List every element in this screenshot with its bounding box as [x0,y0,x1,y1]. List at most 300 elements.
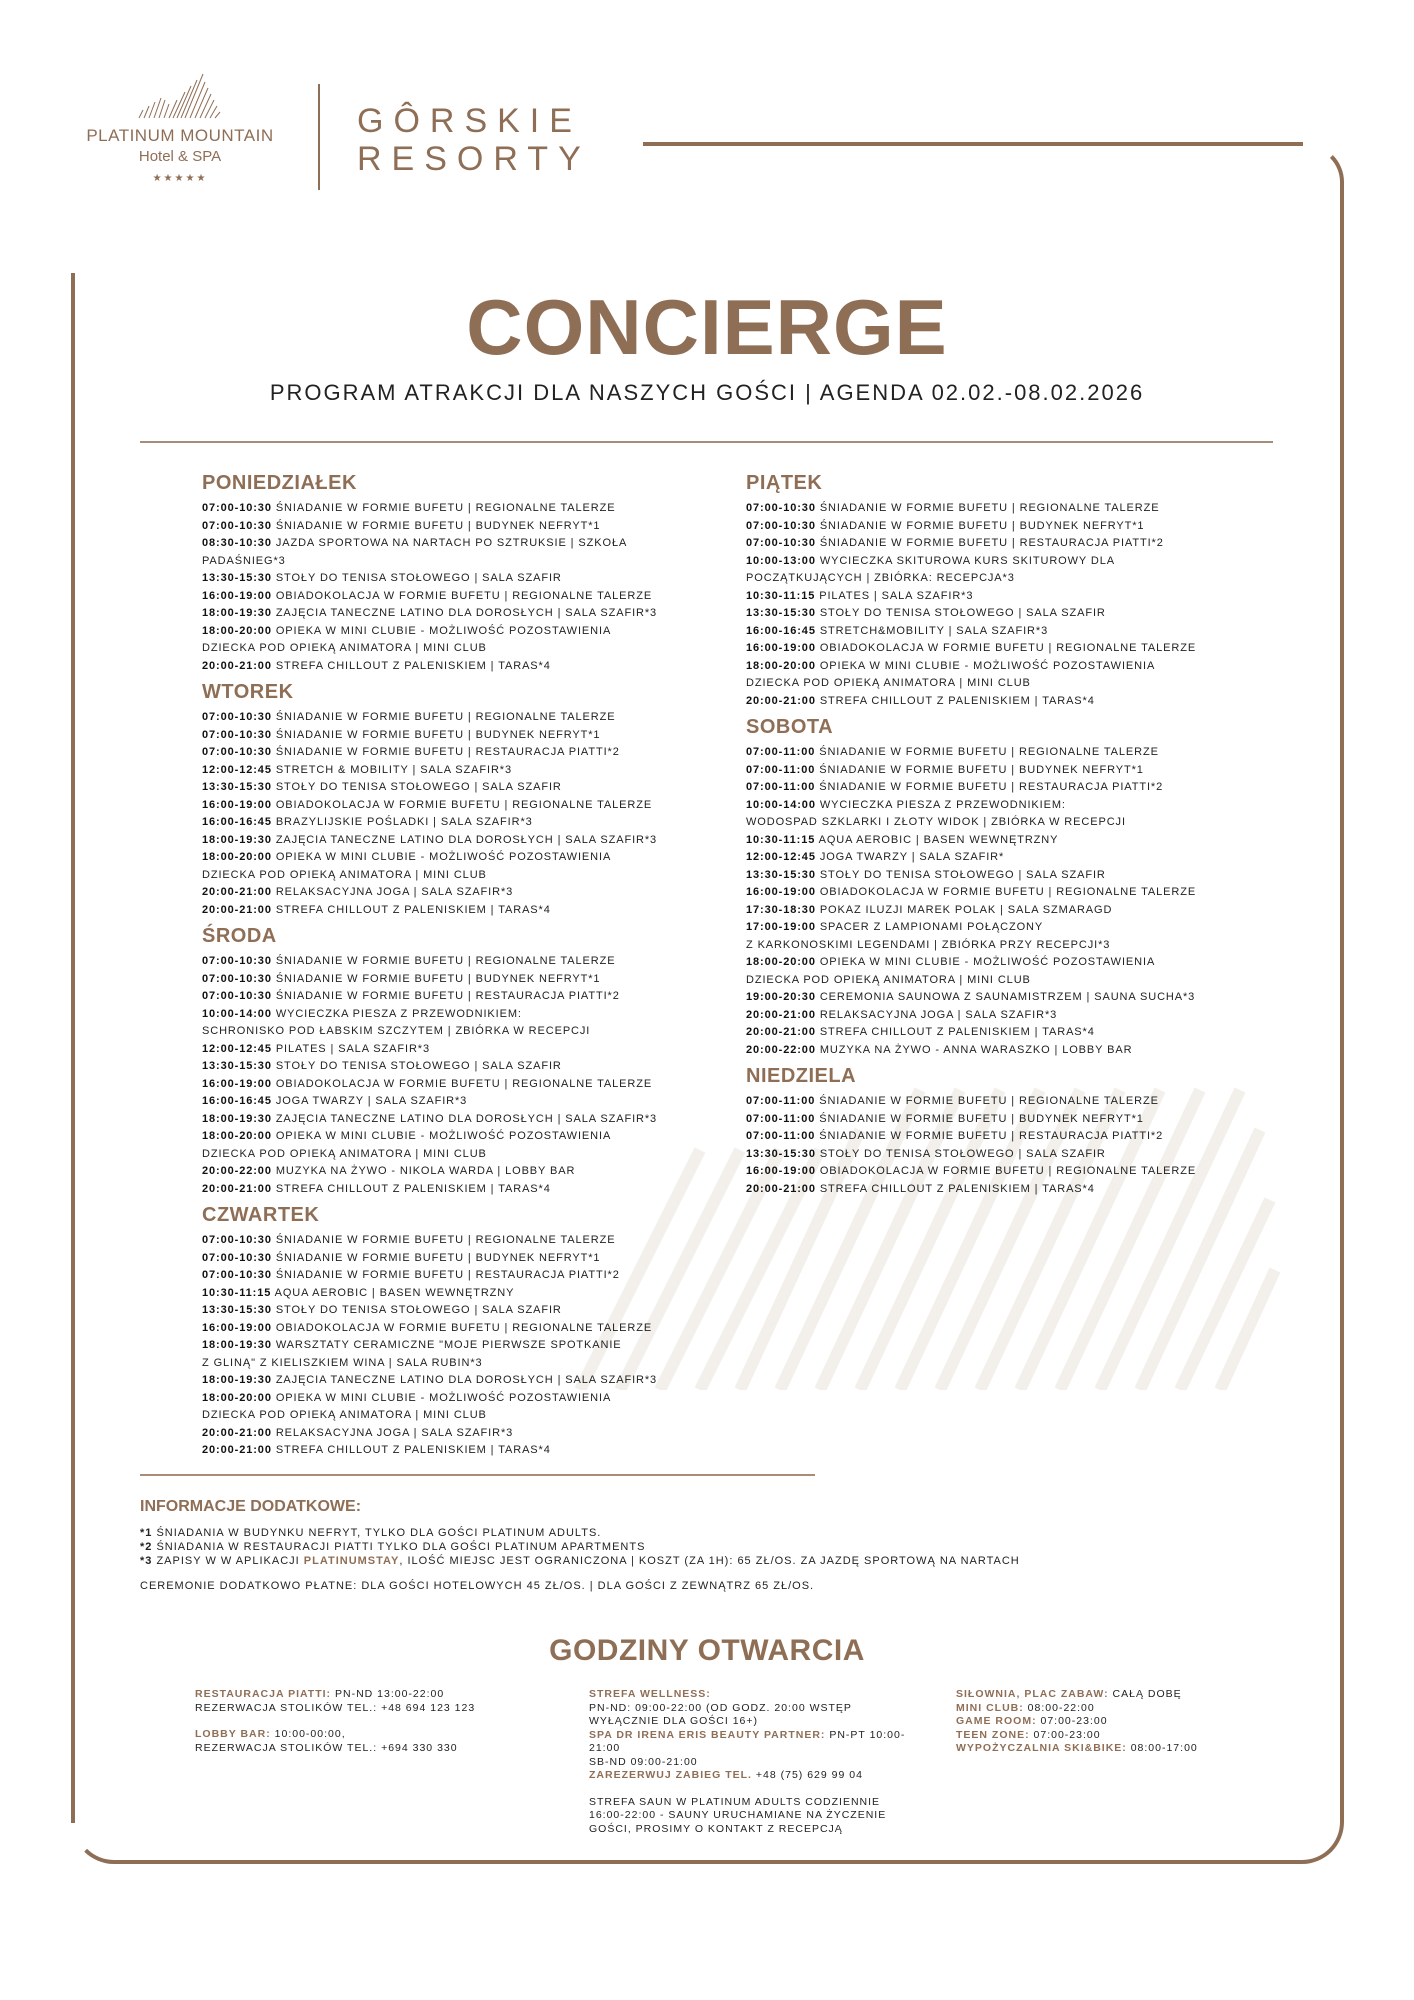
hours-column-facilities [956,1688,1256,1756]
footnote-1 [140,1526,1290,1540]
event-item [746,518,1246,536]
hours-label: TEEN ZONE: [956,1728,1030,1741]
hours-column-restaurants [195,1688,535,1755]
day-section [746,1063,1246,1198]
event-item [202,779,702,797]
event-item [202,1128,702,1163]
event-time: 10:00-14:00 [746,798,816,811]
hours-value: CAŁĄ DOBĘ [1108,1688,1182,1700]
event-item [746,744,1246,762]
event-item [746,1042,1246,1060]
hours-label: SPA DR IRENA ERIS BEAUTY PARTNER: [589,1728,826,1741]
event-item [202,884,702,902]
event-description: STOŁY DO TENISA STOŁOWEGO | SALA SZAFIR [275,1060,562,1072]
hours-value: 07:00-23:00 [1036,1715,1108,1727]
event-time: 12:00-12:45 [746,851,816,863]
lobby-bar-phone: REZERWACJA STOLIKÓW TEL.: +694 330 330 [195,1741,458,1754]
event-item [202,1285,702,1303]
event-item [202,1232,702,1250]
event-item [202,1163,702,1181]
event-description: OBIADOKOLACJA W FORMIE BUFETU | REGIONALNE TALERZE [275,798,653,811]
event-time: 13:30-15:30 [202,1060,272,1072]
event-time: 17:00-19:00 [746,921,816,933]
event-description: ŚNIADANIE W FORMIE BUFETU | REGIONALNE TALERZE [819,502,1160,514]
event-description: STOŁY DO TENISA STOŁOWEGO | SALA SZAFIR [819,1147,1106,1160]
mountain-logo-icon [135,70,225,120]
event-time: 18:00-19:30 [202,1339,272,1351]
event-time: 18:00-19:30 [202,1374,272,1386]
event-description: OPIEKA W MINI CLUBIE - MOŻLIWOŚĆ POZOSTAWIENIA DZIECKA POD OPIEKĄ ANIMATORA | MINI CLUB [746,659,1156,689]
event-description: STREFA CHILLOUT Z PALENISKIEM | TARAS*4 [275,903,551,916]
event-item [746,623,1246,641]
event-time: 18:00-20:00 [746,956,816,968]
event-description: OPIEKA W MINI CLUBIE - MOŻLIWOŚĆ POZOSTAWIENIA DZIECKA POD OPIEKĄ ANIMATORA | MINI CLUB [202,624,612,654]
event-time: 08:30-10:30 [202,537,272,549]
event-time: 20:00-21:00 [202,1182,272,1195]
event-item [202,570,702,588]
event-time: 07:00-10:30 [202,955,272,967]
event-description: AQUA AEROBIC | BASEN WEWNĘTRZNY [274,1286,515,1299]
event-time: 07:00-11:00 [746,781,816,793]
event-time: 07:00-10:30 [202,990,272,1002]
event-item [202,518,702,536]
event-item [202,1267,702,1285]
event-item [202,971,702,989]
additional-info [140,1468,1290,1592]
event-description: ŚNIADANIE W FORMIE BUFETU | REGIONALNE TALERZE [819,1095,1159,1107]
event-time: 13:30-15:30 [746,607,816,619]
event-item [202,500,702,518]
ceremonies-note: CEREMONIE DODATKOWO PŁATNE: DLA GOŚCI HOTELOWYCH 45 ZŁ/OS. | DLA GOŚCI Z ZEWNĄTRZ 65 ZŁ/OS. [140,1580,815,1592]
event-item [746,553,1246,588]
facility-hours [956,1729,1256,1743]
event-item [202,1076,702,1094]
event-time: 12:00-12:45 [202,763,272,776]
event-item [746,1024,1246,1042]
event-item [202,849,702,884]
event-description: STREFA CHILLOUT Z PALENISKIEM | TARAS*4 [819,1026,1095,1038]
event-description: CEREMONIA SAUNOWA Z SAUNAMISTRZEM | SAUNA SUCHA*3 [819,991,1196,1003]
facility-hours [956,1688,1256,1702]
event-description: JOGA TWARZY | SALA SZAFIR* [819,851,1005,863]
event-item [202,762,702,780]
event-time: 16:00-19:00 [202,589,272,602]
schedule-left-column [202,470,702,1464]
hours-value: 07:00-23:00 [1029,1728,1101,1741]
hours-label: WYPOŻYCZALNIA SKI&BIKE: [956,1742,1127,1754]
day-title: WTOREK [202,681,294,703]
day-title: PONIEDZIAŁEK [202,472,357,494]
event-item [746,1146,1246,1164]
event-time: 07:00-11:00 [746,1112,816,1125]
event-time: 17:30-18:30 [746,903,816,916]
event-item [746,605,1246,623]
footnote-3 [140,1554,1290,1568]
event-item [746,762,1246,780]
event-item [746,500,1246,518]
day-section [746,470,1246,710]
group-name-line1: GÔRSKIE [357,102,582,140]
event-item [746,797,1246,832]
event-item [746,884,1246,902]
event-time: 18:00-20:00 [746,659,816,672]
event-description: ŚNIADANIE W FORMIE BUFETU | REGIONALNE TALERZE [819,746,1159,758]
event-time: 13:30-15:30 [202,572,272,584]
event-time: 20:00-22:00 [746,1043,816,1056]
event-time: 10:00-13:00 [746,554,816,567]
event-description: ŚNIADANIE W FORMIE BUFETU | REGIONALNE TALERZE [275,711,616,723]
event-description: WYCIECZKA PIESZA Z PRZEWODNIKIEM: SCHRONISKO POD ŁABSKIM SZCZYTEM | ZBIÓRKA W RECEPCJI [202,1007,591,1037]
event-description: ŚNIADANIE W FORMIE BUFETU | REGIONALNE TALERZE [275,1234,616,1246]
event-description: STREFA CHILLOUT Z PALENISKIEM | TARAS*4 [275,1182,551,1195]
event-time: 07:00-10:30 [202,1234,272,1246]
event-description: ZAJĘCIA TANECZNE LATINO DLA DOROSŁYCH | SALA SZAFIR*3 [275,1374,658,1386]
event-item [746,954,1246,989]
day-title: ŚRODA [202,925,277,947]
page-title: CONCIERGE [466,283,948,371]
event-item [202,535,702,570]
event-time: 16:00-19:00 [202,798,272,811]
event-time: 18:00-20:00 [202,1130,272,1142]
event-time: 16:00-19:00 [202,1321,272,1334]
event-item [202,1442,702,1460]
spa-booking [589,1769,929,1783]
footnote-text: , ILOŚĆ MIEJSC JEST OGRANICZONA | KOSZT (ZA 1H): 65 ZŁ/OS. ZA JAZDĘ SPORTOWĄ NA NARTACH [399,1555,1020,1567]
event-description: OBIADOKOLACJA W FORMIE BUFETU | REGIONALNE TALERZE [819,1165,1197,1177]
event-time: 10:00-14:00 [202,1007,272,1020]
event-description: MUZYKA NA ŻYWO - ANNA WARASZKO | LOBBY BAR [819,1043,1133,1056]
app-name: PLATINUMSTAY [303,1555,400,1567]
event-description: ŚNIADANIE W FORMIE BUFETU | BUDYNEK NEFRYT*1 [275,519,601,532]
event-description: ŚNIADANIE W FORMIE BUFETU | RESTAURACJA PIATTI*2 [275,746,620,758]
event-description: ŚNIADANIE W FORMIE BUFETU | RESTAURACJA PIATTI*2 [819,537,1164,549]
hours-value: PN-ND 13:00-22:00 [331,1688,445,1700]
event-time: 16:00-16:45 [746,624,816,637]
event-time: 18:00-19:30 [202,1112,272,1125]
event-time: 16:00-19:00 [746,1165,816,1177]
event-description: STOŁY DO TENISA STOŁOWEGO | SALA SZAFIR [819,868,1106,881]
event-description: ŚNIADANIE W FORMIE BUFETU | BUDYNEK NEFRYT*1 [275,972,601,985]
event-item [202,1058,702,1076]
event-description: ŚNIADANIE W FORMIE BUFETU | BUDYNEK NEFRYT*1 [819,519,1145,532]
info-title: INFORMACJE DODATKOWE: [140,1498,362,1515]
event-time: 20:00-21:00 [746,1182,816,1195]
event-item [202,1041,702,1059]
day-section [202,1202,702,1460]
event-description: MUZYKA NA ŻYWO - NIKOLA WARDA | LOBBY BAR [275,1165,576,1177]
event-item [746,535,1246,553]
event-description: ZAJĘCIA TANECZNE LATINO DLA DOROSŁYCH | SALA SZAFIR*3 [275,607,658,619]
event-item [746,1111,1246,1129]
footnote-text: ŚNIADANIA W RESTAURACJI PIATTI TYLKO DLA GOŚCI PLATINUM APARTMENTS [152,1541,646,1553]
footnote-mark: *1 [140,1527,153,1539]
event-description: STRETCH & MOBILITY | SALA SZAFIR*3 [275,763,513,776]
wellness-hours-note: WYŁĄCZNIE DLA GOŚCI 16+) [589,1715,759,1727]
event-item [746,658,1246,693]
event-time: 07:00-11:00 [746,746,816,758]
event-description: RELAKSACYJNA JOGA | SALA SZAFIR*3 [275,886,514,898]
sauna-note-1: STREFA SAUN W PLATINUM ADULTS CODZIENNIE [589,1795,881,1808]
event-time: 18:00-20:00 [202,1391,272,1404]
event-description: ŚNIADANIE W FORMIE BUFETU | BUDYNEK NEFRYT*1 [275,728,601,741]
footnote-text: ZAPISY W W APLIKACJI [152,1555,304,1567]
day-section [746,714,1246,1059]
hours-label: RESTAURACJA PIATTI: [195,1688,332,1700]
event-description: PILATES | SALA SZAFIR*3 [275,1042,430,1055]
event-item [202,1390,702,1425]
event-time: 20:00-21:00 [746,694,816,707]
event-time: 20:00-21:00 [746,1026,816,1038]
day-title: CZWARTEK [202,1204,320,1226]
footnote-mark: *3 [140,1555,153,1567]
event-time: 07:00-10:30 [202,972,272,985]
frame-top-line [643,142,1303,146]
day-section [202,679,702,919]
event-time: 20:00-21:00 [202,659,272,672]
event-description: ZAJĘCIA TANECZNE LATINO DLA DOROSŁYCH | SALA SZAFIR*3 [275,833,658,846]
footnote-text: ŚNIADANIA W BUDYNKU NEFRYT, TYLKO DLA GOŚCI PLATINUM ADULTS. [152,1527,602,1539]
event-time: 12:00-12:45 [202,1042,272,1055]
piatti-phone: REZERWACJA STOLIKÓW TEL.: +48 694 123 123 [195,1701,476,1714]
event-description: OBIADOKOLACJA W FORMIE BUFETU | REGIONALNE TALERZE [819,642,1197,654]
event-description: STREFA CHILLOUT Z PALENISKIEM | TARAS*4 [819,694,1095,707]
event-description: ŚNIADANIE W FORMIE BUFETU | RESTAURACJA PIATTI*2 [275,990,620,1002]
event-description: OPIEKA W MINI CLUBIE - MOŻLIWOŚĆ POZOSTAWIENIA DZIECKA POD OPIEKĄ ANIMATORA | MINI CLUB [202,1391,612,1421]
group-name-line2: RESORTY [357,140,591,178]
event-item [202,658,702,676]
event-item [746,779,1246,797]
event-time: 18:00-19:30 [202,607,272,619]
event-description: WYCIECZKA PIESZA Z PRZEWODNIKIEM: WODOSPAD SZKLARKI I ZŁOTY WIDOK | ZBIÓRKA W RECEPCJI [746,798,1126,828]
event-item [746,693,1246,711]
event-item [746,832,1246,850]
lobby-bar-hours [195,1728,535,1742]
event-description: ZAJĘCIA TANECZNE LATINO DLA DOROSŁYCH | SALA SZAFIR*3 [275,1112,658,1125]
event-item [202,623,702,658]
event-item [202,744,702,762]
event-description: AQUA AEROBIC | BASEN WEWNĘTRZNY [818,833,1059,846]
event-description: ŚNIADANIE W FORMIE BUFETU | BUDYNEK NEFRYT*1 [275,1251,601,1264]
event-description: STREFA CHILLOUT Z PALENISKIEM | TARAS*4 [275,659,551,672]
footnote-mark: *2 [140,1541,153,1553]
event-time: 07:00-10:30 [746,519,816,532]
event-item [202,814,702,832]
event-item [202,727,702,745]
event-item [202,1181,702,1199]
event-description: ŚNIADANIE W FORMIE BUFETU | RESTAURACJA PIATTI*2 [275,1269,620,1281]
event-description: RELAKSACYJNA JOGA | SALA SZAFIR*3 [819,1008,1058,1021]
event-item [202,1372,702,1390]
event-description: STOŁY DO TENISA STOŁOWEGO | SALA SZAFIR [275,572,562,584]
logo-divider [318,84,320,190]
hours-value: PN-PT 10:00-21:00 [589,1728,906,1754]
facility-hours [956,1702,1256,1716]
hours-value: 08:00-22:00 [1023,1701,1095,1714]
event-item [746,1181,1246,1199]
event-time: 20:00-21:00 [202,1426,272,1439]
event-time: 13:30-15:30 [746,868,816,881]
event-item [202,797,702,815]
event-time: 20:00-21:00 [202,1444,272,1456]
hours-column-wellness [589,1688,929,1836]
frame-left-line [71,273,75,1823]
event-description: OPIEKA W MINI CLUBIE - MOŻLIWOŚĆ POZOSTAWIENIA DZIECKA POD OPIEKĄ ANIMATORA | MINI CLUB [202,1130,612,1160]
event-description: POKAZ ILUZJI MAREK POLAK | SALA SZMARAGD [819,903,1113,916]
schedule-right-column [746,470,1246,1202]
event-description: OBIADOKOLACJA W FORMIE BUFETU | REGIONALNE TALERZE [275,1321,653,1334]
sauna-note-3: GOŚCI, PROSIMY O KONTAKT Z RECEPCJĄ [589,1822,843,1835]
event-item [202,988,702,1006]
event-description: STREFA CHILLOUT Z PALENISKIEM | TARAS*4 [275,1444,551,1456]
opening-hours-title: GODZINY OTWARCIA [549,1634,865,1667]
event-time: 20:00-21:00 [202,903,272,916]
event-time: 20:00-21:00 [202,886,272,898]
wellness-label: STREFA WELLNESS: [589,1688,711,1700]
footnote-2 [140,1540,1290,1554]
event-item [746,588,1246,606]
event-description: STRETCH&MOBILITY | SALA SZAFIR*3 [819,624,1049,637]
hotel-subtitle: Hotel & SPA [138,148,222,165]
event-item [202,832,702,850]
event-item [202,588,702,606]
event-time: 07:00-11:00 [746,1130,816,1142]
event-description: STREFA CHILLOUT Z PALENISKIEM | TARAS*4 [819,1182,1095,1195]
event-description: JOGA TWARZY | SALA SZAFIR*3 [275,1095,468,1107]
event-time: 16:00-16:45 [202,816,272,828]
event-description: OBIADOKOLACJA W FORMIE BUFETU | REGIONALNE TALERZE [275,589,653,602]
spa-hours [589,1729,929,1756]
event-description: PILATES | SALA SZAFIR*3 [819,589,974,602]
event-description: WARSZTATY CERAMICZNE "MOJE PIERWSZE SPOTKANIE Z GLINĄ" Z KIELISZKIEM WINA | SALA RUBIN*3 [202,1339,622,1369]
hours-label: ZAREZERWUJ ZABIEG TEL. [589,1769,752,1781]
facility-hours [956,1715,1256,1729]
divider-top [140,441,1273,443]
event-description: ŚNIADANIE W FORMIE BUFETU | BUDYNEK NEFRYT*1 [819,763,1144,776]
hours-value: 10:00-00:00, [270,1728,346,1740]
event-description: WYCIECZKA SKITUROWA KURS SKITUROWY DLA POCZĄTKUJĄCYCH | ZBIÓRKA: RECEPCJA*3 [746,554,1115,584]
event-time: 18:00-20:00 [202,624,272,637]
event-description: BRAZYLIJSKIE POŚLADKI | SALA SZAFIR*3 [275,816,533,828]
sauna-note-2: 16:00-22:00 - SAUNY URUCHAMIANE NA ŻYCZENIE [589,1809,887,1821]
event-time: 18:00-20:00 [202,851,272,863]
event-item [746,902,1246,920]
hours-label: SIŁOWNIA, PLAC ZABAW: [956,1688,1109,1700]
event-item [202,1337,702,1372]
wellness-hours: PN-ND: 09:00-22:00 (OD GODZ. 20:00 WSTĘP [589,1701,852,1714]
event-item [202,1302,702,1320]
day-title: PIĄTEK [746,472,823,494]
hours-value: 08:00-17:00 [1126,1742,1198,1754]
page-subtitle: PROGRAM ATRAKCJI DLA NASZYCH GOŚCI | AGENDA 02.02.-08.02.2026 [269,380,1145,405]
event-item [202,1006,702,1041]
event-description: STOŁY DO TENISA STOŁOWEGO | SALA SZAFIR [819,607,1106,619]
event-item [746,1093,1246,1111]
event-description: RELAKSACYJNA JOGA | SALA SZAFIR*3 [275,1426,514,1439]
event-time: 10:30-11:15 [202,1286,272,1299]
hotel-stars: ★★★★★ [152,173,208,184]
hours-value: +48 (75) 629 99 04 [751,1769,863,1781]
event-item [202,1250,702,1268]
event-time: 07:00-10:30 [746,537,816,549]
hotel-name: PLATINUM MOUNTAIN [86,126,274,145]
event-description: OPIEKA W MINI CLUBIE - MOŻLIWOŚĆ POZOSTAWIENIA DZIECKA POD OPIEKĄ ANIMATORA | MINI CLUB [202,851,612,881]
event-description: ŚNIADANIE W FORMIE BUFETU | RESTAURACJA PIATTI*2 [819,1130,1164,1142]
hours-label: GAME ROOM: [956,1715,1037,1727]
event-time: 07:00-10:30 [202,728,272,741]
event-time: 07:00-11:00 [746,763,816,776]
event-item [746,919,1246,954]
event-time: 19:00-20:30 [746,991,816,1003]
event-description: STOŁY DO TENISA STOŁOWEGO | SALA SZAFIR [275,1304,562,1316]
event-description: ŚNIADANIE W FORMIE BUFETU | RESTAURACJA PIATTI*2 [819,781,1164,793]
event-time: 07:00-10:30 [202,1251,272,1264]
hours-label: MINI CLUB: [956,1701,1024,1714]
event-item [202,1093,702,1111]
day-section [202,923,702,1198]
event-time: 07:00-10:30 [202,502,272,514]
event-item [202,709,702,727]
event-item [202,1320,702,1338]
event-time: 07:00-10:30 [202,746,272,758]
event-description: OPIEKA W MINI CLUBIE - MOŻLIWOŚĆ POZOSTAWIENIA DZIECKA POD OPIEKĄ ANIMATORA | MINI CLUB [746,956,1156,986]
event-time: 13:30-15:30 [202,781,272,793]
event-time: 18:00-19:30 [202,833,272,846]
event-time: 20:00-21:00 [746,1008,816,1021]
event-description: SPACER Z LAMPIONAMI POŁĄCZONY Z KARKONOSKIMI LEGENDAMI | ZBIÓRKA PRZY RECEPCJI*3 [746,921,1111,951]
event-time: 07:00-10:30 [202,1269,272,1281]
event-time: 20:00-22:00 [202,1165,272,1177]
event-description: ŚNIADANIE W FORMIE BUFETU | REGIONALNE TALERZE [275,955,616,967]
day-section [202,470,702,675]
event-time: 07:00-11:00 [746,1095,816,1107]
event-item [746,640,1246,658]
event-time: 10:30-11:15 [746,589,816,602]
event-item [746,1007,1246,1025]
event-time: 16:00-19:00 [202,1077,272,1090]
event-description: OBIADOKOLACJA W FORMIE BUFETU | REGIONALNE TALERZE [819,886,1197,898]
event-item [202,1111,702,1129]
event-description: OBIADOKOLACJA W FORMIE BUFETU | REGIONALNE TALERZE [275,1077,653,1090]
event-description: ŚNIADANIE W FORMIE BUFETU | REGIONALNE TALERZE [275,502,616,514]
event-time: 13:30-15:30 [746,1147,816,1160]
event-item [746,989,1246,1007]
event-time: 07:00-10:30 [746,502,816,514]
event-item [202,605,702,623]
day-title: NIEDZIELA [746,1065,857,1087]
event-item [202,1425,702,1443]
event-time: 10:30-11:15 [746,833,816,846]
group-logo [357,102,591,178]
event-item [202,953,702,971]
hotel-logo [70,70,290,184]
facility-hours [956,1742,1256,1756]
event-item [746,867,1246,885]
event-item [746,1128,1246,1146]
event-time: 16:00-19:00 [746,642,816,654]
hours-label: LOBBY BAR: [195,1728,271,1740]
event-description: JAZDA SPORTOWA NA NARTACH PO SZTRUKSIE | SZKOŁA PADAŚNIEG*3 [202,537,628,567]
spa-weekend-hours: SB-ND 09:00-21:00 [589,1755,698,1768]
piatti-hours [195,1688,535,1702]
event-item [202,902,702,920]
event-time: 13:30-15:30 [202,1304,272,1316]
event-item [746,849,1246,867]
event-time: 07:00-10:30 [202,519,272,532]
event-description: ŚNIADANIE W FORMIE BUFETU | BUDYNEK NEFRYT*1 [819,1112,1144,1125]
event-time: 16:00-19:00 [746,886,816,898]
day-title: SOBOTA [746,716,834,738]
event-time: 07:00-10:30 [202,711,272,723]
